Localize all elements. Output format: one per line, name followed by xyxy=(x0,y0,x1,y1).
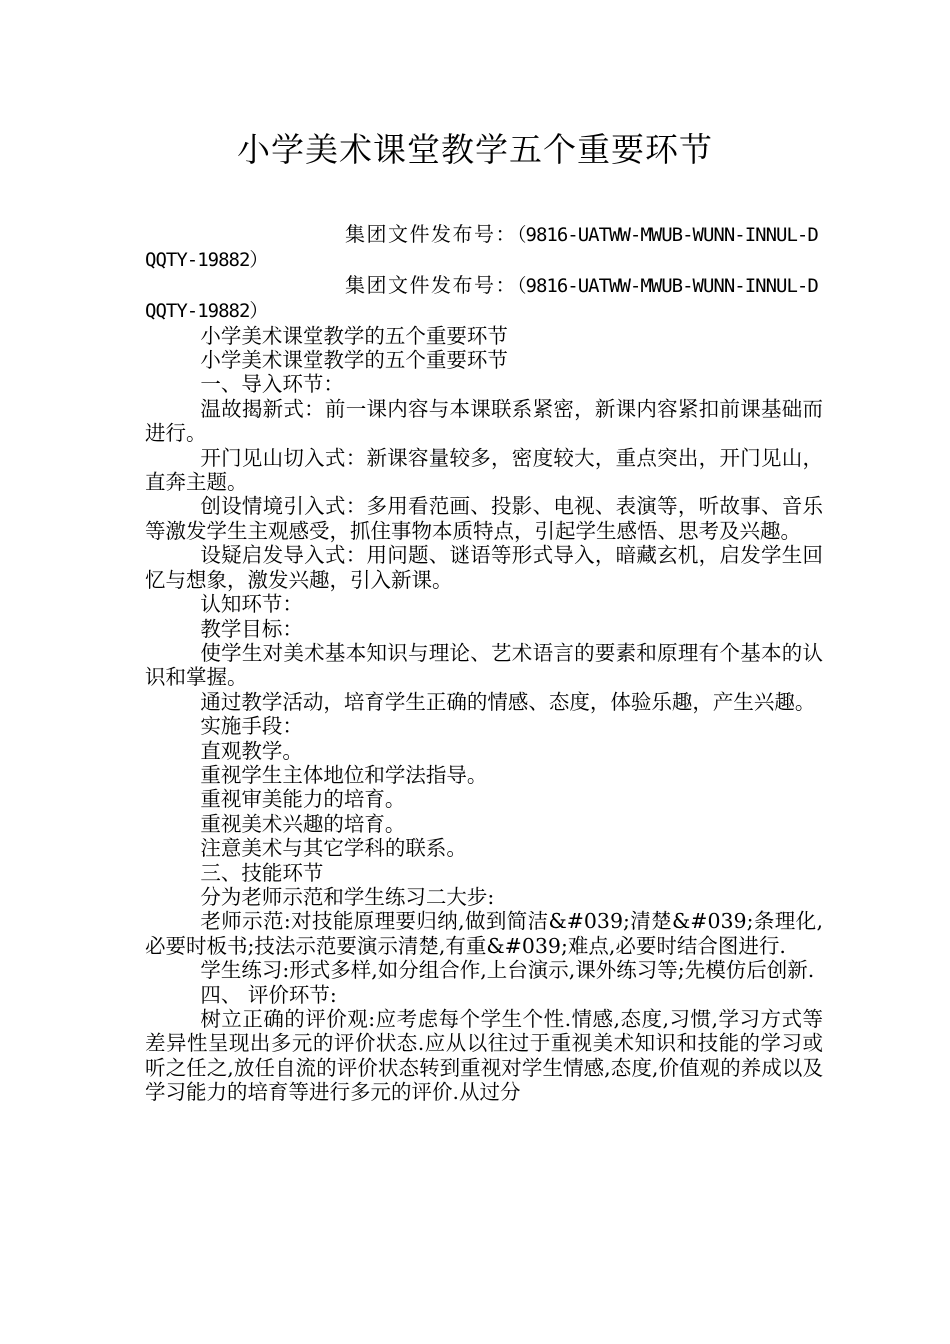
section-heading: 四、 评价环节: xyxy=(200,982,337,1007)
document-title: 小学美术课堂教学五个重要环节 xyxy=(237,130,713,169)
file-number-line xyxy=(145,222,823,273)
file-number-code: （9816-UATWW-MWUB-WUNN-INNUL-DQQTY-19882） xyxy=(145,224,818,272)
subheading: 实施手段： xyxy=(200,714,303,739)
document-body xyxy=(145,222,823,1105)
section-heading: 三、技能环节 xyxy=(200,860,324,885)
subheading: 教学目标： xyxy=(200,616,303,641)
paragraph: 小学美术课堂教学的五个重要环节 xyxy=(200,348,508,373)
paragraph: 小学美术课堂教学的五个重要环节 xyxy=(200,323,508,348)
paragraph: 树立正确的评价观:应考虑每个学生个性.情感,态度,习惯,学习方式等差异性呈现出多元的评价状态.应从以往过于重视美术知识和技能的学习或听之任之,放任自流的评价状态转到重视对学生情感,态度,价值观的养成以及学习能力的培育等进行多元的评价.从过分 xyxy=(145,1007,823,1105)
paragraph: 开门见山切入式：新课容量较多，密度较大，重点突出，开门见山，直奔主题。 xyxy=(145,445,823,495)
paragraph: 设疑启发导入式：用问题、谜语等形式导入，暗藏玄机，启发学生回忆与想象，激发兴趣，引入新课。 xyxy=(145,543,823,592)
list-item: 重视审美能力的培育。 xyxy=(200,787,406,812)
list-item: 注意美术与其它学科的联系。 xyxy=(200,836,467,861)
paragraph: 创设情境引入式：多用看范画、投影、电视、表演等，听故事、音乐等激发学生主观感受，抓住事物本质特点，引起学生感悟、思考及兴趣。 xyxy=(145,494,823,543)
list-item: 重视学生主体地位和学法指导。 xyxy=(200,762,488,787)
section-heading: 一、导入环节： xyxy=(200,372,344,397)
paragraph: 使学生对美术基本知识与理论、艺术语言的要素和原理有个基本的认识和掌握。 xyxy=(145,640,823,690)
section-heading: 认知环节： xyxy=(200,592,303,617)
file-number-label: 集团文件发布号： xyxy=(345,222,517,246)
file-number-code: （9816-UATWW-MWUB-WUNN-INNUL-DQQTY-19882） xyxy=(145,274,818,323)
list-item: 重视美术兴趣的培育。 xyxy=(200,811,406,836)
list-item: 直观教学。 xyxy=(200,738,303,763)
file-number-label: 集团文件发布号： xyxy=(345,272,517,297)
paragraph: 温故揭新式：前一课内容与本课联系紧密，新课内容紧扣前课基础而进行。 xyxy=(145,396,823,446)
paragraph: 通过教学活动，培育学生正确的情感、态度，体验乐趣，产生兴趣。 xyxy=(200,689,816,714)
paragraph: 老师示范:对技能原理要归纳,做到简洁&#039;清楚&#039;条理化,必要时板书;技法示范要演示清楚,有重&#039;难点,必要时结合图进行. xyxy=(145,909,823,958)
file-number-line xyxy=(145,273,823,324)
paragraph: 学生练习:形式多样,如分组合作,上台演示,课外练习等;先模仿后创新. xyxy=(200,958,815,983)
paragraph: 分为老师示范和学生练习二大步: xyxy=(200,884,495,909)
